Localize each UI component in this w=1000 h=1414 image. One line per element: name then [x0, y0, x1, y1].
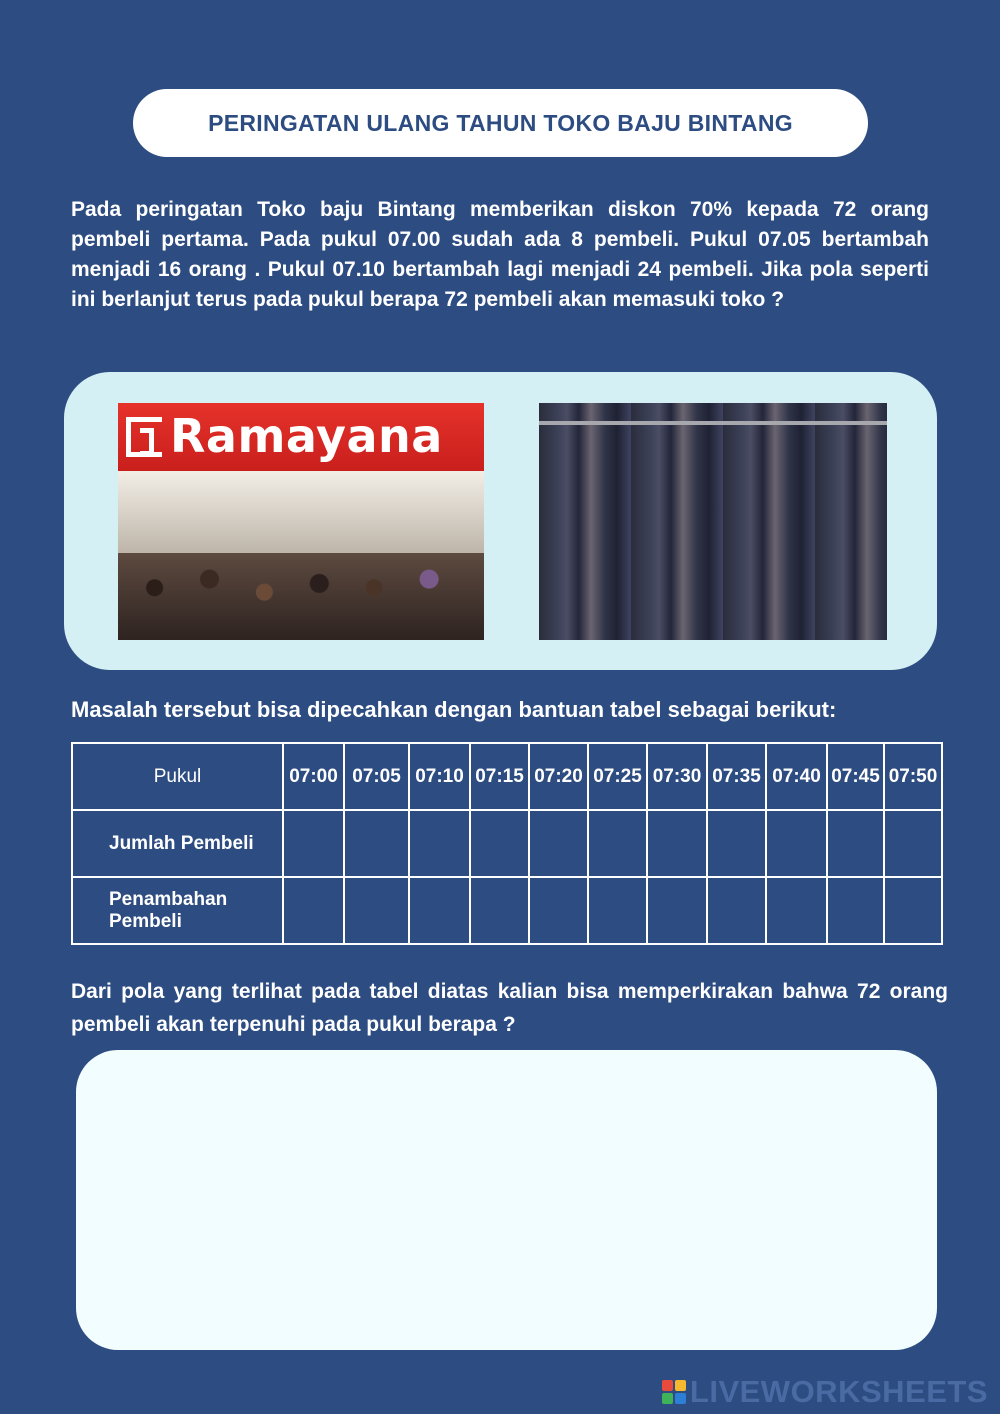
time-cell: 07:05	[344, 743, 409, 810]
store-sign-text: Ramayana	[170, 409, 443, 463]
answer-cell[interactable]	[344, 877, 409, 944]
title-text: PERINGATAN ULANG TAHUN TOKO BAJU BINTANG	[208, 109, 793, 136]
answer-box[interactable]	[76, 1050, 937, 1350]
answer-cell[interactable]	[409, 877, 470, 944]
answer-cell[interactable]	[283, 810, 344, 877]
answer-cell[interactable]	[707, 810, 766, 877]
time-cell: 07:25	[588, 743, 647, 810]
answer-cell[interactable]	[470, 877, 529, 944]
store-sign	[118, 403, 484, 471]
answer-cell[interactable]	[884, 877, 942, 944]
table-row-buyers	[72, 810, 942, 877]
time-cell: 07:40	[766, 743, 827, 810]
answer-cell[interactable]	[588, 877, 647, 944]
time-table	[71, 742, 943, 945]
time-cell: 07:35	[707, 743, 766, 810]
worksheet-title	[133, 89, 868, 157]
row-label-pukul: Pukul	[72, 743, 283, 810]
row-label-jumlah-pembeli: Jumlah Pembeli	[72, 810, 283, 877]
time-cell: 07:10	[409, 743, 470, 810]
row-label-penambahan-pembeli: Penambahan Pembeli	[72, 877, 283, 944]
answer-cell[interactable]	[647, 877, 707, 944]
answer-cell[interactable]	[766, 810, 827, 877]
answer-cell[interactable]	[409, 810, 470, 877]
answer-cell[interactable]	[707, 877, 766, 944]
time-cell: 07:15	[470, 743, 529, 810]
clothes-rack-photo	[539, 403, 887, 640]
hanging-clothes	[539, 403, 887, 640]
answer-cell[interactable]	[283, 877, 344, 944]
answer-cell[interactable]	[827, 810, 884, 877]
table-row-time	[72, 743, 942, 810]
photo-panel	[64, 372, 937, 670]
table-row-increase	[72, 877, 942, 944]
answer-cell[interactable]	[529, 810, 588, 877]
liveworksheets-watermark	[662, 1374, 988, 1410]
time-cell: 07:00	[283, 743, 344, 810]
watermark-text: LIVEWORKSHEETS	[689, 1374, 988, 1409]
answer-cell[interactable]	[827, 877, 884, 944]
table-intro: Masalah tersebut bisa dipecahkan dengan bantuan tabel sebagai berikut:	[71, 697, 837, 722]
time-cell: 07:50	[884, 743, 942, 810]
question-paragraph: Dari pola yang terlihat pada tabel diatas kalian bisa memperkirakan bahwa 72 orang pembeli akan terpenuhi pada pukul berapa ?	[71, 980, 948, 1036]
crowd	[118, 553, 484, 640]
store-interior	[118, 471, 484, 561]
answer-cell[interactable]	[470, 810, 529, 877]
answer-cell[interactable]	[766, 877, 827, 944]
intro-paragraph: Pada peringatan Toko baju Bintang memberikan diskon 70% kepada 72 orang pembeli pertama. Pada pukul 07.00 sudah ada 8 pembeli. Pukul 07.05 bertambah menjadi 16 orang . Pukul 07.10 bertambah lagi menjadi 24 pembeli. Jika pola seperti ini berlanjut terus pada pukul berapa 72 pembeli akan memasuki toko ?	[71, 198, 929, 311]
answer-cell[interactable]	[588, 810, 647, 877]
store-crowd-photo	[118, 403, 484, 640]
answer-cell[interactable]	[647, 810, 707, 877]
store-logo-icon	[126, 417, 162, 457]
clothes-rail	[539, 421, 887, 425]
answer-cell[interactable]	[529, 877, 588, 944]
time-cell: 07:30	[647, 743, 707, 810]
liveworksheets-logo-icon	[662, 1380, 686, 1404]
answer-cell[interactable]	[344, 810, 409, 877]
time-cell: 07:45	[827, 743, 884, 810]
answer-cell[interactable]	[884, 810, 942, 877]
time-cell: 07:20	[529, 743, 588, 810]
